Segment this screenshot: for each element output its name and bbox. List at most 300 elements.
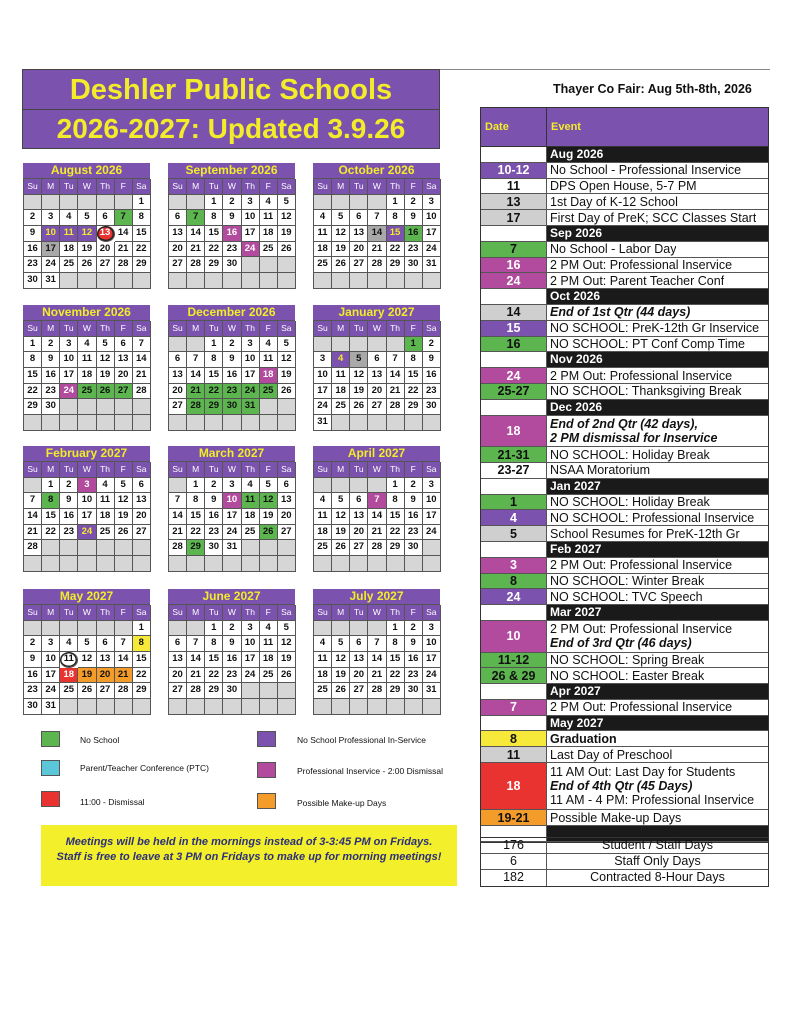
day-cell: 13 xyxy=(97,652,115,668)
events-month-blank xyxy=(481,147,547,162)
day-cell: 19 xyxy=(278,652,296,668)
month-grid xyxy=(313,178,440,289)
day-cell: 25 xyxy=(60,257,78,273)
event-date: 21-31 xyxy=(481,447,547,462)
day-cell: 17 xyxy=(423,509,441,525)
event-line: 2 PM dismissal for Inservice xyxy=(550,430,718,445)
day-cell: 25 xyxy=(332,399,350,415)
weekday-label: Th xyxy=(387,462,405,478)
event-text xyxy=(547,621,732,652)
total-row xyxy=(481,870,768,886)
month-title: March 2027 xyxy=(168,446,295,461)
event-row xyxy=(481,368,768,384)
day-cell: 1 xyxy=(133,195,151,211)
legend-no-school-pd: No School Professional In-Service xyxy=(297,735,426,745)
events-month-blank xyxy=(481,400,547,415)
day-cell: 27 xyxy=(169,399,187,415)
empty-cell xyxy=(24,621,42,637)
empty-cell xyxy=(78,415,96,431)
day-cell: 3 xyxy=(78,478,96,494)
day-cell: 16 xyxy=(205,509,223,525)
weekday-label: Sa xyxy=(133,462,151,478)
day-cell: 5 xyxy=(332,493,350,509)
day-cell: 17 xyxy=(78,509,96,525)
weekday-label: Th xyxy=(242,179,260,195)
empty-cell xyxy=(332,337,350,353)
event-date: 18 xyxy=(481,416,547,447)
empty-cell xyxy=(169,478,187,494)
event-line: 11 AM - 4 PM: Professional Inservice xyxy=(550,793,755,808)
events-month-label: Mar 2027 xyxy=(547,605,768,620)
day-cell: 15 xyxy=(133,652,151,668)
day-cell: 12 xyxy=(332,226,350,242)
empty-cell xyxy=(78,621,96,637)
day-cell: 13 xyxy=(169,226,187,242)
weekday-label: Sa xyxy=(133,605,151,621)
event-row xyxy=(481,526,768,542)
day-cell: 16 xyxy=(24,242,42,258)
weekday-label: M xyxy=(332,605,350,621)
month-title: June 2027 xyxy=(168,589,295,604)
day-cell: 23 xyxy=(24,257,42,273)
event-date: 23-27 xyxy=(481,463,547,478)
day-cell: 30 xyxy=(205,540,223,556)
day-cell: 14 xyxy=(368,226,386,242)
empty-cell xyxy=(423,273,441,289)
day-cell: 22 xyxy=(133,668,151,684)
day-cell: 27 xyxy=(169,683,187,699)
month-title: May 2027 xyxy=(23,589,150,604)
day-cell: 29 xyxy=(133,257,151,273)
day-cell: 22 xyxy=(387,525,405,541)
day-cell: 22 xyxy=(205,242,223,258)
day-cell: 11 xyxy=(314,652,332,668)
empty-cell xyxy=(387,415,405,431)
empty-cell xyxy=(314,556,332,572)
weekday-label: Th xyxy=(97,605,115,621)
weekday-label: M xyxy=(42,179,60,195)
day-cell: 27 xyxy=(278,525,296,541)
event-text xyxy=(547,747,672,762)
empty-cell xyxy=(169,621,187,637)
empty-cell xyxy=(97,621,115,637)
weekday-label: Th xyxy=(242,321,260,337)
title-banner xyxy=(22,69,440,149)
month-grid xyxy=(168,461,295,572)
day-cell: 28 xyxy=(387,399,405,415)
events-month-header xyxy=(481,605,768,621)
month-grid xyxy=(23,178,150,289)
day-cell: 21 xyxy=(133,368,151,384)
day-cell: 2 xyxy=(405,478,423,494)
day-cell: 9 xyxy=(405,636,423,652)
weekday-label: Tu xyxy=(350,605,368,621)
empty-cell xyxy=(133,699,151,715)
day-cell: 10 xyxy=(314,368,332,384)
month-title: August 2026 xyxy=(23,163,150,178)
empty-cell xyxy=(332,195,350,211)
empty-cell xyxy=(242,699,260,715)
month-november-2026 xyxy=(23,305,150,431)
day-cell: 15 xyxy=(133,226,151,242)
day-cell: 7 xyxy=(115,210,133,226)
events-month-header xyxy=(481,716,768,732)
empty-cell xyxy=(24,415,42,431)
weekday-label: Tu xyxy=(205,179,223,195)
empty-cell xyxy=(42,621,60,637)
event-row xyxy=(481,495,768,511)
empty-cell xyxy=(278,699,296,715)
empty-cell xyxy=(350,556,368,572)
empty-cell xyxy=(368,699,386,715)
weekday-label: W xyxy=(78,605,96,621)
empty-cell xyxy=(169,699,187,715)
day-cell: 8 xyxy=(42,493,60,509)
day-cell: 29 xyxy=(24,399,42,415)
event-row xyxy=(481,700,768,716)
day-cell: 28 xyxy=(187,683,205,699)
day-cell: 26 xyxy=(115,525,133,541)
legend-swatch-makeup xyxy=(257,793,276,809)
empty-cell xyxy=(350,415,368,431)
events-month-blank xyxy=(481,289,547,304)
event-row xyxy=(481,763,768,810)
events-month-label: Sep 2026 xyxy=(547,226,768,241)
day-cell: 5 xyxy=(332,210,350,226)
day-cell: 24 xyxy=(423,525,441,541)
day-cell: 30 xyxy=(24,273,42,289)
day-cell: 25 xyxy=(260,668,278,684)
event-date: 16 xyxy=(481,258,547,273)
day-cell: 2 xyxy=(24,636,42,652)
day-cell: 27 xyxy=(350,683,368,699)
events-month-label: Dec 2026 xyxy=(547,400,768,415)
events-month-blank xyxy=(481,352,547,367)
event-row xyxy=(481,242,768,258)
events-table xyxy=(480,107,769,843)
event-row xyxy=(481,447,768,463)
totals-table xyxy=(480,837,769,887)
day-cell: 19 xyxy=(332,525,350,541)
day-cell: 16 xyxy=(42,368,60,384)
day-cell: 19 xyxy=(332,668,350,684)
day-cell: 17 xyxy=(42,668,60,684)
day-cell: 11 xyxy=(78,352,96,368)
empty-cell xyxy=(42,195,60,211)
event-text xyxy=(547,368,732,383)
day-cell: 25 xyxy=(314,257,332,273)
day-cell: 21 xyxy=(169,525,187,541)
day-cell: 13 xyxy=(97,226,115,242)
events-month-label: Jan 2027 xyxy=(547,479,768,494)
empty-cell xyxy=(187,273,205,289)
day-cell: 16 xyxy=(405,509,423,525)
event-date: 5 xyxy=(481,526,547,541)
day-cell: 23 xyxy=(223,384,241,400)
weekday-label: Su xyxy=(169,321,187,337)
day-cell: 12 xyxy=(115,493,133,509)
empty-cell xyxy=(223,415,241,431)
empty-cell xyxy=(260,273,278,289)
event-line: NO SCHOOL: Easter Break xyxy=(550,668,705,683)
empty-cell xyxy=(187,337,205,353)
weekday-label: F xyxy=(405,462,423,478)
event-line: End of 1st Qtr (44 days) xyxy=(550,305,691,320)
month-grid xyxy=(168,604,295,715)
event-line: 2 PM Out: Professional Inservice xyxy=(550,700,733,715)
month-grid xyxy=(168,178,295,289)
day-cell: 6 xyxy=(169,636,187,652)
event-date: 4 xyxy=(481,510,547,525)
month-title: October 2026 xyxy=(313,163,440,178)
empty-cell xyxy=(115,621,133,637)
day-cell: 7 xyxy=(368,210,386,226)
day-cell: 19 xyxy=(260,509,278,525)
weekday-label: M xyxy=(187,321,205,337)
event-line: NO SCHOOL: Professional Inservice xyxy=(550,510,755,525)
day-cell: 3 xyxy=(242,337,260,353)
day-cell: 11 xyxy=(60,226,78,242)
day-cell: 24 xyxy=(242,242,260,258)
empty-cell xyxy=(332,478,350,494)
day-cell: 17 xyxy=(42,242,60,258)
event-date: 1 xyxy=(481,495,547,510)
day-cell: 19 xyxy=(78,668,96,684)
legend-swatch-no-school xyxy=(41,731,60,747)
day-cell: 18 xyxy=(97,509,115,525)
month-title: February 2027 xyxy=(23,446,150,461)
day-cell: 12 xyxy=(97,352,115,368)
event-text xyxy=(547,700,732,715)
day-cell: 30 xyxy=(223,399,241,415)
day-cell: 20 xyxy=(350,525,368,541)
day-cell: 19 xyxy=(350,384,368,400)
day-cell: 21 xyxy=(115,242,133,258)
day-cell: 31 xyxy=(42,273,60,289)
day-cell: 14 xyxy=(115,652,133,668)
event-text xyxy=(547,258,732,273)
event-row xyxy=(481,558,768,574)
empty-cell xyxy=(78,699,96,715)
weekday-label: W xyxy=(223,462,241,478)
event-row xyxy=(481,273,768,289)
event-line: End of 3rd Qtr (46 days) xyxy=(550,636,692,651)
empty-cell xyxy=(260,415,278,431)
day-cell: 21 xyxy=(187,384,205,400)
empty-cell xyxy=(423,540,441,556)
empty-cell xyxy=(42,540,60,556)
day-cell: 5 xyxy=(278,195,296,211)
empty-cell xyxy=(223,273,241,289)
event-line: NO SCHOOL: Holiday Break xyxy=(550,447,710,462)
day-cell: 27 xyxy=(368,399,386,415)
event-row xyxy=(481,621,768,653)
day-cell: 4 xyxy=(242,478,260,494)
day-cell: 5 xyxy=(278,621,296,637)
empty-cell xyxy=(133,556,151,572)
day-cell: 9 xyxy=(24,652,42,668)
day-cell: 7 xyxy=(187,210,205,226)
empty-cell xyxy=(42,556,60,572)
month-grid xyxy=(23,461,150,572)
day-cell: 14 xyxy=(133,352,151,368)
day-cell: 24 xyxy=(60,384,78,400)
day-cell: 4 xyxy=(260,195,278,211)
day-cell: 1 xyxy=(24,337,42,353)
day-cell: 7 xyxy=(187,636,205,652)
day-cell: 9 xyxy=(405,493,423,509)
day-cell: 7 xyxy=(133,337,151,353)
day-cell: 7 xyxy=(368,636,386,652)
event-text xyxy=(547,321,759,336)
day-cell: 1 xyxy=(205,337,223,353)
event-line: 2 PM Out: Professional Inservice xyxy=(550,368,733,383)
day-cell: 20 xyxy=(97,668,115,684)
day-cell: 5 xyxy=(78,210,96,226)
empty-cell xyxy=(60,699,78,715)
day-cell: 1 xyxy=(387,195,405,211)
events-month-label: Oct 2026 xyxy=(547,289,768,304)
day-cell: 26 xyxy=(97,384,115,400)
day-cell: 1 xyxy=(387,621,405,637)
event-line: 2 PM Out: Professional Inservice xyxy=(550,558,733,573)
empty-cell xyxy=(278,556,296,572)
day-cell: 17 xyxy=(423,226,441,242)
day-cell: 8 xyxy=(133,210,151,226)
day-cell: 24 xyxy=(314,399,332,415)
empty-cell xyxy=(278,415,296,431)
event-line: NO SCHOOL: Spring Break xyxy=(550,652,705,667)
weekday-label: M xyxy=(187,462,205,478)
day-cell: 7 xyxy=(387,352,405,368)
day-cell: 5 xyxy=(350,352,368,368)
day-cell: 30 xyxy=(423,399,441,415)
month-august-2026 xyxy=(23,163,150,289)
day-cell: 5 xyxy=(97,337,115,353)
weekday-label: Tu xyxy=(60,462,78,478)
day-cell: 4 xyxy=(60,210,78,226)
day-cell: 28 xyxy=(24,540,42,556)
event-date: 16 xyxy=(481,337,547,352)
day-cell: 14 xyxy=(368,509,386,525)
empty-cell xyxy=(78,556,96,572)
day-cell: 24 xyxy=(42,257,60,273)
day-cell: 22 xyxy=(205,668,223,684)
empty-cell xyxy=(187,195,205,211)
weekday-label: Tu xyxy=(60,179,78,195)
weekday-label: Sa xyxy=(423,321,441,337)
empty-cell xyxy=(97,540,115,556)
day-cell: 3 xyxy=(42,636,60,652)
empty-cell xyxy=(60,540,78,556)
day-cell: 26 xyxy=(350,399,368,415)
empty-cell xyxy=(78,540,96,556)
day-cell: 18 xyxy=(314,668,332,684)
day-cell: 16 xyxy=(223,226,241,242)
empty-cell xyxy=(205,556,223,572)
day-cell: 8 xyxy=(205,636,223,652)
day-cell: 14 xyxy=(24,509,42,525)
day-cell: 30 xyxy=(223,257,241,273)
event-text xyxy=(547,179,697,194)
day-cell: 24 xyxy=(223,525,241,541)
empty-cell xyxy=(187,699,205,715)
day-cell: 5 xyxy=(78,636,96,652)
day-cell: 5 xyxy=(278,337,296,353)
event-line: DPS Open House, 5-7 PM xyxy=(550,178,697,193)
empty-cell xyxy=(97,415,115,431)
event-date: 18 xyxy=(481,763,547,809)
empty-cell xyxy=(133,273,151,289)
day-cell: 24 xyxy=(78,525,96,541)
day-cell: 8 xyxy=(187,493,205,509)
weekday-label: Th xyxy=(242,462,260,478)
day-cell: 2 xyxy=(423,337,441,353)
day-cell: 28 xyxy=(368,257,386,273)
event-row xyxy=(481,194,768,210)
day-cell: 23 xyxy=(60,525,78,541)
empty-cell xyxy=(368,337,386,353)
event-text xyxy=(547,463,650,478)
event-date: 3 xyxy=(481,558,547,573)
day-cell: 2 xyxy=(42,337,60,353)
weekday-label: Su xyxy=(314,179,332,195)
event-date: 14 xyxy=(481,305,547,320)
day-cell: 18 xyxy=(260,652,278,668)
day-cell: 24 xyxy=(423,668,441,684)
weekday-label: W xyxy=(78,321,96,337)
day-cell: 25 xyxy=(260,242,278,258)
day-cell: 30 xyxy=(405,683,423,699)
event-line: NO SCHOOL: TVC Speech xyxy=(550,589,703,604)
weekday-label: Tu xyxy=(350,179,368,195)
day-cell: 22 xyxy=(387,668,405,684)
event-line: 11 AM Out: Last Day for Students xyxy=(550,765,736,780)
month-title: January 2027 xyxy=(313,305,440,320)
total-label: Staff Only Days xyxy=(614,854,701,868)
day-cell: 3 xyxy=(223,478,241,494)
empty-cell xyxy=(223,556,241,572)
empty-cell xyxy=(115,399,133,415)
empty-cell xyxy=(60,556,78,572)
empty-cell xyxy=(24,195,42,211)
day-cell: 4 xyxy=(60,636,78,652)
day-cell: 3 xyxy=(423,195,441,211)
day-cell: 23 xyxy=(223,668,241,684)
empty-cell xyxy=(405,415,423,431)
events-month-blank xyxy=(481,716,547,731)
day-cell: 9 xyxy=(423,352,441,368)
empty-cell xyxy=(223,699,241,715)
day-cell: 11 xyxy=(332,368,350,384)
event-row xyxy=(481,747,768,763)
month-july-2027 xyxy=(313,589,440,715)
events-header xyxy=(481,108,768,147)
total-count: 176 xyxy=(481,838,547,853)
event-text xyxy=(547,763,754,809)
month-october-2026 xyxy=(313,163,440,289)
weekday-label: Th xyxy=(387,321,405,337)
empty-cell xyxy=(314,621,332,637)
empty-cell xyxy=(423,415,441,431)
day-cell: 19 xyxy=(332,242,350,258)
day-cell: 31 xyxy=(423,683,441,699)
day-cell: 18 xyxy=(242,509,260,525)
day-cell: 25 xyxy=(78,384,96,400)
calendar-year-title: 2026-2027: Updated 3.9.26 xyxy=(56,113,406,144)
event-line: NO SCHOOL: PreK-12th Gr Inservice xyxy=(550,321,760,336)
day-cell: 12 xyxy=(332,652,350,668)
